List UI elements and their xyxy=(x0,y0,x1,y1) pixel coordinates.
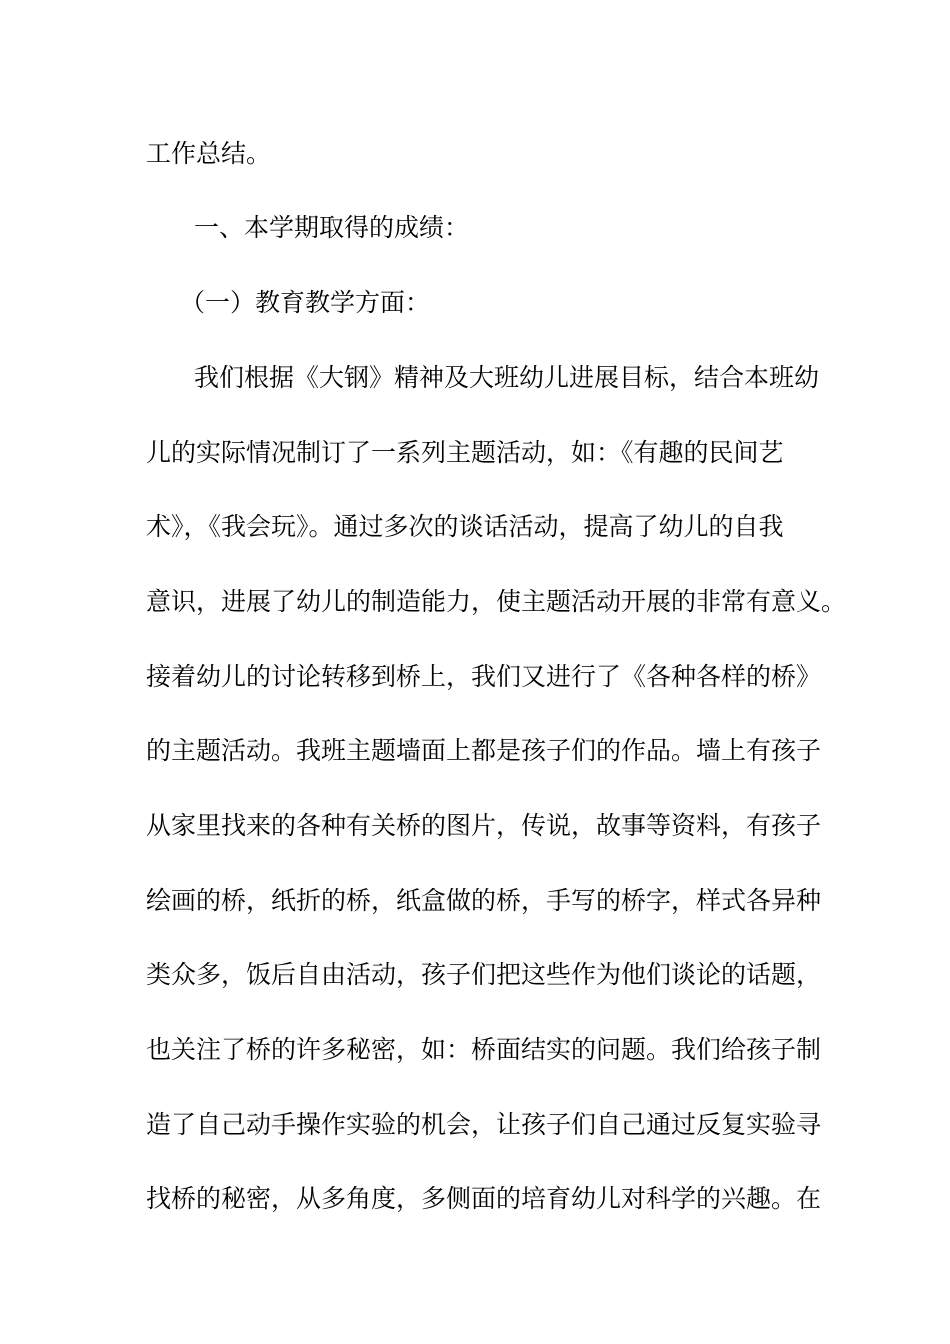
text-line: 从家里找来的各种有关桥的图片，传说，故事等资料，有孩子 xyxy=(146,811,822,840)
section-heading: 一、本学期取得的成绩： xyxy=(194,213,470,242)
text-line: 工作总结。 xyxy=(146,139,272,168)
text-line: 我们根据《大钢》精神及大班幼儿进展目标，结合本班幼 xyxy=(194,363,820,392)
text-line: 意识，进展了幼儿的制造能力，使主题活动开展的非常有意义。 xyxy=(146,587,847,616)
text-line: 也关注了桥的许多秘密，如：桥面结实的问题。我们给孩子制 xyxy=(146,1035,822,1064)
text-line: 绘画的桥，纸折的桥，纸盒做的桥，手写的桥字，样式各异种 xyxy=(146,886,822,915)
text-line: 找桥的秘密，从多角度，多侧面的培育幼儿对科学的兴趣。在 xyxy=(146,1184,822,1213)
text-line: 接着幼儿的讨论转移到桥上，我们又进行了《各种各样的桥》 xyxy=(146,662,822,691)
subsection-heading: （一）教育教学方面： xyxy=(180,288,431,317)
text-line: 术》，《我会玩》。通过多次的谈话活动，提高了幼儿的自我 xyxy=(146,512,784,541)
text-line: 的主题活动。我班主题墙面上都是孩子们的作品。墙上有孩子 xyxy=(146,736,822,765)
text-line: 类众多，饭后自由活动，孩子们把这些作为他们谈论的话题， xyxy=(146,960,822,989)
text-line: 造了自己动手操作实验的机会，让孩子们自己通过反复实验寻 xyxy=(146,1110,822,1139)
text-line: 儿的实际情况制订了一系列主题活动，如：《有趣的民间艺 xyxy=(146,438,784,467)
